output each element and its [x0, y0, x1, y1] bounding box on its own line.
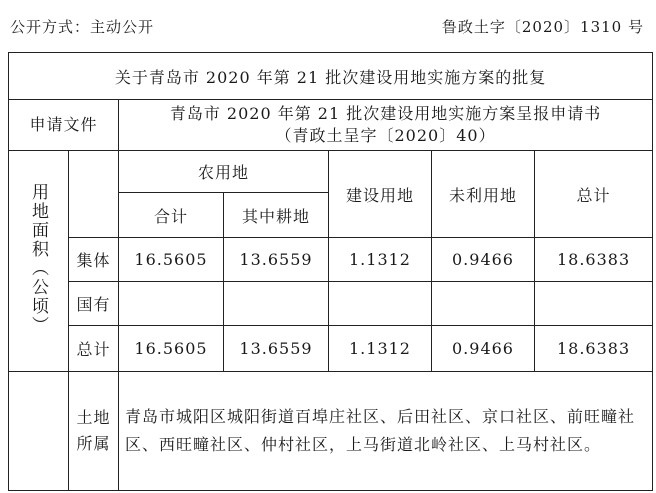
cell-construction [329, 282, 432, 326]
row-label: 集体 [69, 238, 119, 282]
subtotal-header: 合计 [119, 193, 224, 238]
cell-subtotal: 16.5605 [119, 238, 224, 282]
table-row [9, 326, 653, 372]
blank-cell [9, 372, 69, 491]
cell-construction: 1.1312 [329, 238, 432, 282]
approval-table [8, 52, 653, 491]
cell-total: 18.6383 [535, 238, 653, 282]
cell-unused: 0.9466 [432, 238, 535, 282]
land-label-line2: 所属 [76, 434, 111, 453]
area-label [9, 151, 69, 372]
apply-document-line2: （青政土呈字〔2020〕40） [275, 126, 496, 145]
cell-arable: 13.6559 [224, 326, 329, 372]
area-label-text: 用地面积（公顷） [28, 183, 48, 335]
row-label: 总计 [69, 326, 119, 372]
cell-subtotal: 16.5605 [119, 326, 224, 372]
cell-construction: 1.1312 [329, 326, 432, 372]
cell-unused: 0.9466 [432, 326, 535, 372]
table-title: 关于青岛市 2020 年第 21 批次建设用地实施方案的批复 [9, 53, 653, 100]
table-row [9, 282, 653, 326]
table-row [9, 238, 653, 282]
farmland-header: 农用地 [119, 151, 329, 193]
land-label-line1: 土地 [76, 408, 111, 427]
document-number: 鲁政土字〔2020〕1310 号 [441, 18, 644, 36]
apply-document-line1: 青岛市 2020 年第 21 批次建设用地实施方案呈报申请书 [169, 104, 602, 123]
land-label [69, 372, 119, 491]
cell-arable: 13.6559 [224, 238, 329, 282]
cell-subtotal [119, 282, 224, 326]
cell-unused [432, 282, 535, 326]
arable-header: 其中耕地 [224, 193, 329, 238]
cell-total [535, 282, 653, 326]
apply-document [119, 100, 653, 151]
row-label: 国有 [69, 282, 119, 326]
cell-arable [224, 282, 329, 326]
land-location: 青岛市城阳区城阳街道百埠庄社区、后田社区、京口社区、前旺疃社区、西旺疃社区、仲村社区，上马街道北岭社区、上马村社区。 [119, 372, 653, 491]
apply-label: 申请文件 [9, 100, 119, 151]
disclosure-text: 公开方式：主动公开 [10, 18, 155, 36]
cell-total: 18.6383 [535, 326, 653, 372]
total-header: 总计 [535, 151, 653, 238]
blank-corner [69, 151, 119, 238]
unused-header: 未利用地 [432, 151, 535, 238]
construction-header: 建设用地 [329, 151, 432, 238]
